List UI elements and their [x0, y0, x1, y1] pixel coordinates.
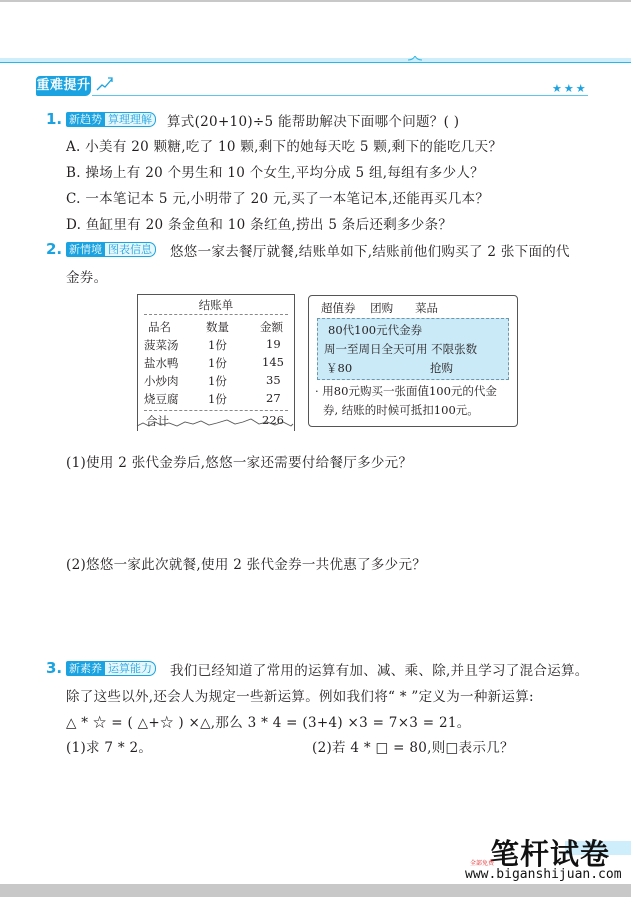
badge-secondary: 运算能力: [105, 661, 156, 676]
receipt-header-qty: 数量: [206, 320, 229, 334]
question-1-badge: [66, 112, 156, 127]
coupon-buy-label: 抢购: [430, 361, 453, 375]
question-2-badge: [66, 242, 156, 257]
receipt-row-name: 小炒肉: [144, 374, 179, 388]
badge-primary: 新情境: [66, 242, 105, 257]
coupon-usage: 周一至周日全天可用 不限张数: [324, 342, 478, 356]
page-bottom-border: [0, 884, 631, 897]
question-2-sub1: (1)使用 2 张代金券后,悠悠一家还需要付给餐厅多少元？: [66, 455, 413, 471]
logo-free-tag: 全部免费: [470, 860, 495, 867]
coupon-tab: 超值券: [321, 301, 356, 315]
question-2-sub2: (2)悠悠一家此次就餐,使用 2 张代金券一共优惠了多少元？: [66, 557, 427, 573]
receipt-row-qty: 1份: [208, 356, 227, 370]
receipt-row-amount: 27: [266, 391, 281, 405]
question-2-stem-line2: 金券。: [66, 270, 108, 286]
question-1-option-c: C. 一本笔记本 5 元,小明带了 20 元,买了一本笔记本,还能再买几本？: [66, 191, 490, 207]
question-3-line1: 我们已经知道了常用的运算有加、减、乘、除,并且学习了混合运算。: [170, 663, 589, 679]
question-3-sub2: (2)若 4 * □ = 80,则□表示几？: [312, 740, 514, 756]
question-2-stem-line1: 悠悠一家去餐厅就餐,结账单如下,结账前他们购买了 2 张下面的代: [170, 244, 570, 260]
receipt-total-label: 合计: [146, 414, 169, 428]
receipt-total-value: 226: [262, 413, 284, 427]
receipt-bill: [137, 294, 295, 431]
question-1-option-d: D. 鱼缸里有 20 条金鱼和 10 条红鱼,捞出 5 条后还剩多少条？: [66, 217, 453, 233]
badge-secondary: 图表信息: [105, 242, 156, 257]
coupon-card: [308, 295, 518, 427]
coupon-title: 80代100元代金券: [328, 323, 423, 337]
receipt-divider: [144, 410, 288, 411]
receipt-divider: [144, 314, 288, 315]
coupon-tab: 菜品: [415, 301, 439, 315]
badge-secondary: 算理理解: [105, 112, 156, 127]
page-top-border: [0, 0, 631, 2]
receipt-header-amount: 金额: [260, 320, 283, 334]
site-url[interactable]: www.biganshijuan.com: [465, 867, 622, 882]
coupon-tab: 团购: [370, 301, 394, 315]
coupon-price: ￥80: [326, 361, 353, 375]
receipt-row-amount: 19: [266, 337, 281, 351]
receipt-row-amount: 145: [262, 355, 284, 369]
trend-up-arrow-icon: [95, 74, 115, 94]
receipt-row-qty: 1份: [208, 374, 227, 388]
difficulty-stars: ★★★: [552, 82, 588, 95]
header-band: [0, 58, 631, 63]
question-1-number: 1.: [46, 110, 63, 128]
coupon-note-line2: 券, 结账的时候可抵扣100元。: [323, 403, 479, 417]
receipt-row-amount: 35: [266, 373, 281, 387]
question-3-line2: 除了这些以外,还会人为规定一些新运算。例如我们将“ * ”定义为一种新运算:: [66, 689, 534, 705]
receipt-row-name: 烧豆腐: [144, 392, 179, 406]
coupon-ticket: [317, 318, 509, 380]
question-2-number: 2.: [46, 240, 63, 258]
receipt-title: 结账单: [198, 298, 234, 312]
section-title-tag: 重难提升: [36, 76, 91, 96]
badge-primary: 新素养: [66, 661, 105, 676]
question-3-sub1: (1)求 7 * 2。: [66, 740, 153, 756]
receipt-row-name: 盐水鸭: [144, 356, 179, 370]
coupon-tabs: [321, 300, 438, 316]
receipt-row-qty: 1份: [208, 392, 227, 406]
question-3-number: 3.: [46, 659, 63, 677]
header-notch-decoration: [408, 56, 422, 64]
receipt-torn-edge: [135, 416, 295, 430]
question-3-line3: △ * ☆ = ( △+☆ ) ×△,那么 3 * 4 = (3+4) ×3 = 7×3 = 21。: [66, 715, 471, 731]
section-divider: [92, 95, 588, 96]
badge-primary: 新趋势: [66, 112, 105, 127]
receipt-header-name: 品名: [148, 320, 171, 334]
question-1-stem: 算式(20+10)÷5 能帮助解决下面哪个问题？( ): [167, 114, 460, 130]
receipt-row-name: 菠菜汤: [144, 338, 179, 352]
coupon-note-line1: · 用80元购买一张面值100元的代金: [315, 384, 497, 398]
question-1-option-b: B. 操场上有 20 个男生和 10 个女生,平均分成 5 组,每组有多少人？: [66, 165, 484, 181]
site-logo-text: 笔杆试卷: [490, 837, 611, 871]
receipt-row-qty: 1份: [208, 338, 227, 352]
question-3-badge: [66, 661, 156, 676]
question-1-option-a: A. 小美有 20 颗糖,吃了 10 颗,剩下的她每天吃 5 颗,剩下的能吃几天？: [66, 139, 503, 155]
